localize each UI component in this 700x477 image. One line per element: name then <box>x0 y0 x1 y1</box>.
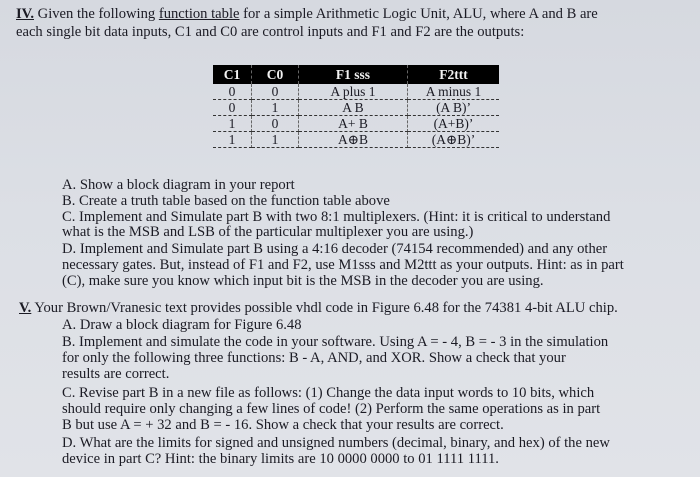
q4-text-2: for a simple Arithmetic Logic Unit, ALU, where A and B are <box>239 6 598 22</box>
q5-text: Your Brown/Vranesic text provides possible vhdl code in Figure 6.48 for the 74381 4-bit ALU chip. <box>31 300 618 316</box>
q4-line-2: each single bit data inputs, C1 and C0 are control inputs and F1 and F2 are the outputs: <box>16 24 525 40</box>
cell-f1: A⊕B <box>299 132 408 148</box>
q5-item-c-line-3: B but use A = + 32 and B = - 16. Show a check that your results are correct. <box>62 417 504 433</box>
function-table-link: function table <box>158 6 240 22</box>
cell-c0: 1 <box>252 100 299 116</box>
q4-item-c-line-1: C. Implement and Simulate part B with two 8:1 multiplexers. (Hint: it is critical to understand <box>62 209 611 225</box>
q5-item-c-line-1: C. Revise part B in a new file as follows: (1) Change the data input words to 10 bits, which <box>62 385 595 401</box>
table-row <box>213 116 499 132</box>
header-f1: F1 sss <box>299 65 408 84</box>
cell-c1: 1 <box>213 116 252 132</box>
cell-f1: A+ B <box>299 116 408 132</box>
q5-item-b-line-1: B. Implement and simulate the code in your software. Using A = - 4, B = - 3 in the simulation <box>62 334 609 350</box>
cell-f1: A plus 1 <box>299 84 408 100</box>
q5-line-1 <box>19 300 618 316</box>
cell-c0: 0 <box>252 84 299 100</box>
q5-item-a: A. Draw a block diagram for Figure 6.48 <box>62 317 302 333</box>
q4-item-d-line-3: (C), make sure you know which input bit is the MSB in the decoder you are using. <box>62 273 544 289</box>
cell-c1: 1 <box>213 132 252 148</box>
cell-c0: 0 <box>252 116 299 132</box>
header-f2: F2ttt <box>408 65 500 84</box>
q5-number: V. <box>19 300 32 316</box>
q4-item-d-line-2: necessary gates. But, instead of F1 and F2, use M1sss and M2ttt as your outputs. Hint: as in part <box>62 257 624 273</box>
q4-item-d-line-1: D. Implement and Simulate part B using a 4:16 decoder (74154 recommended) and any other <box>62 241 608 257</box>
q5-item-d-line-2: device in part C? Hint: the binary limits are 10 0000 0000 to 01 1111 1111. <box>62 451 499 467</box>
q5-item-d-line-1: D. What are the limits for signed and unsigned numbers (decimal, binary, and hex) of the new <box>62 435 610 451</box>
header-c1: C1 <box>213 65 252 84</box>
function-table <box>213 65 499 148</box>
q4-item-b: B. Create a truth table based on the function table above <box>62 193 390 209</box>
q5-item-b-line-3: results are correct. <box>62 366 170 382</box>
table-header-row <box>213 65 499 84</box>
q4-item-a: A. Show a block diagram in your report <box>62 177 295 193</box>
cell-f2: (A⊕B)’ <box>408 132 500 148</box>
cell-c1: 0 <box>213 100 252 116</box>
header-c0: C0 <box>252 65 299 84</box>
q5-item-c-line-2: should require only changing a few lines of code! (2) Perform the same operations as in part <box>62 401 601 417</box>
q5-item-b-line-2: for only the following three functions: B - A, AND, and XOR. Show a check that your <box>62 350 566 366</box>
q4-number: IV. <box>16 6 34 22</box>
cell-f2: (A+B)’ <box>408 116 500 132</box>
table-row <box>213 100 499 116</box>
q4-line-1 <box>16 6 598 22</box>
cell-c1: 0 <box>213 84 252 100</box>
table-row <box>213 132 499 148</box>
cell-f2: A minus 1 <box>408 84 500 100</box>
cell-f2: (A B)’ <box>408 100 500 116</box>
q4-text-1: Given the following <box>34 6 159 22</box>
cell-f1: A B <box>299 100 408 116</box>
cell-c0: 1 <box>252 132 299 148</box>
table-row <box>213 84 499 100</box>
q4-item-c-line-2: what is the MSB and LSB of the particular multiplexer you are using.) <box>62 224 474 240</box>
